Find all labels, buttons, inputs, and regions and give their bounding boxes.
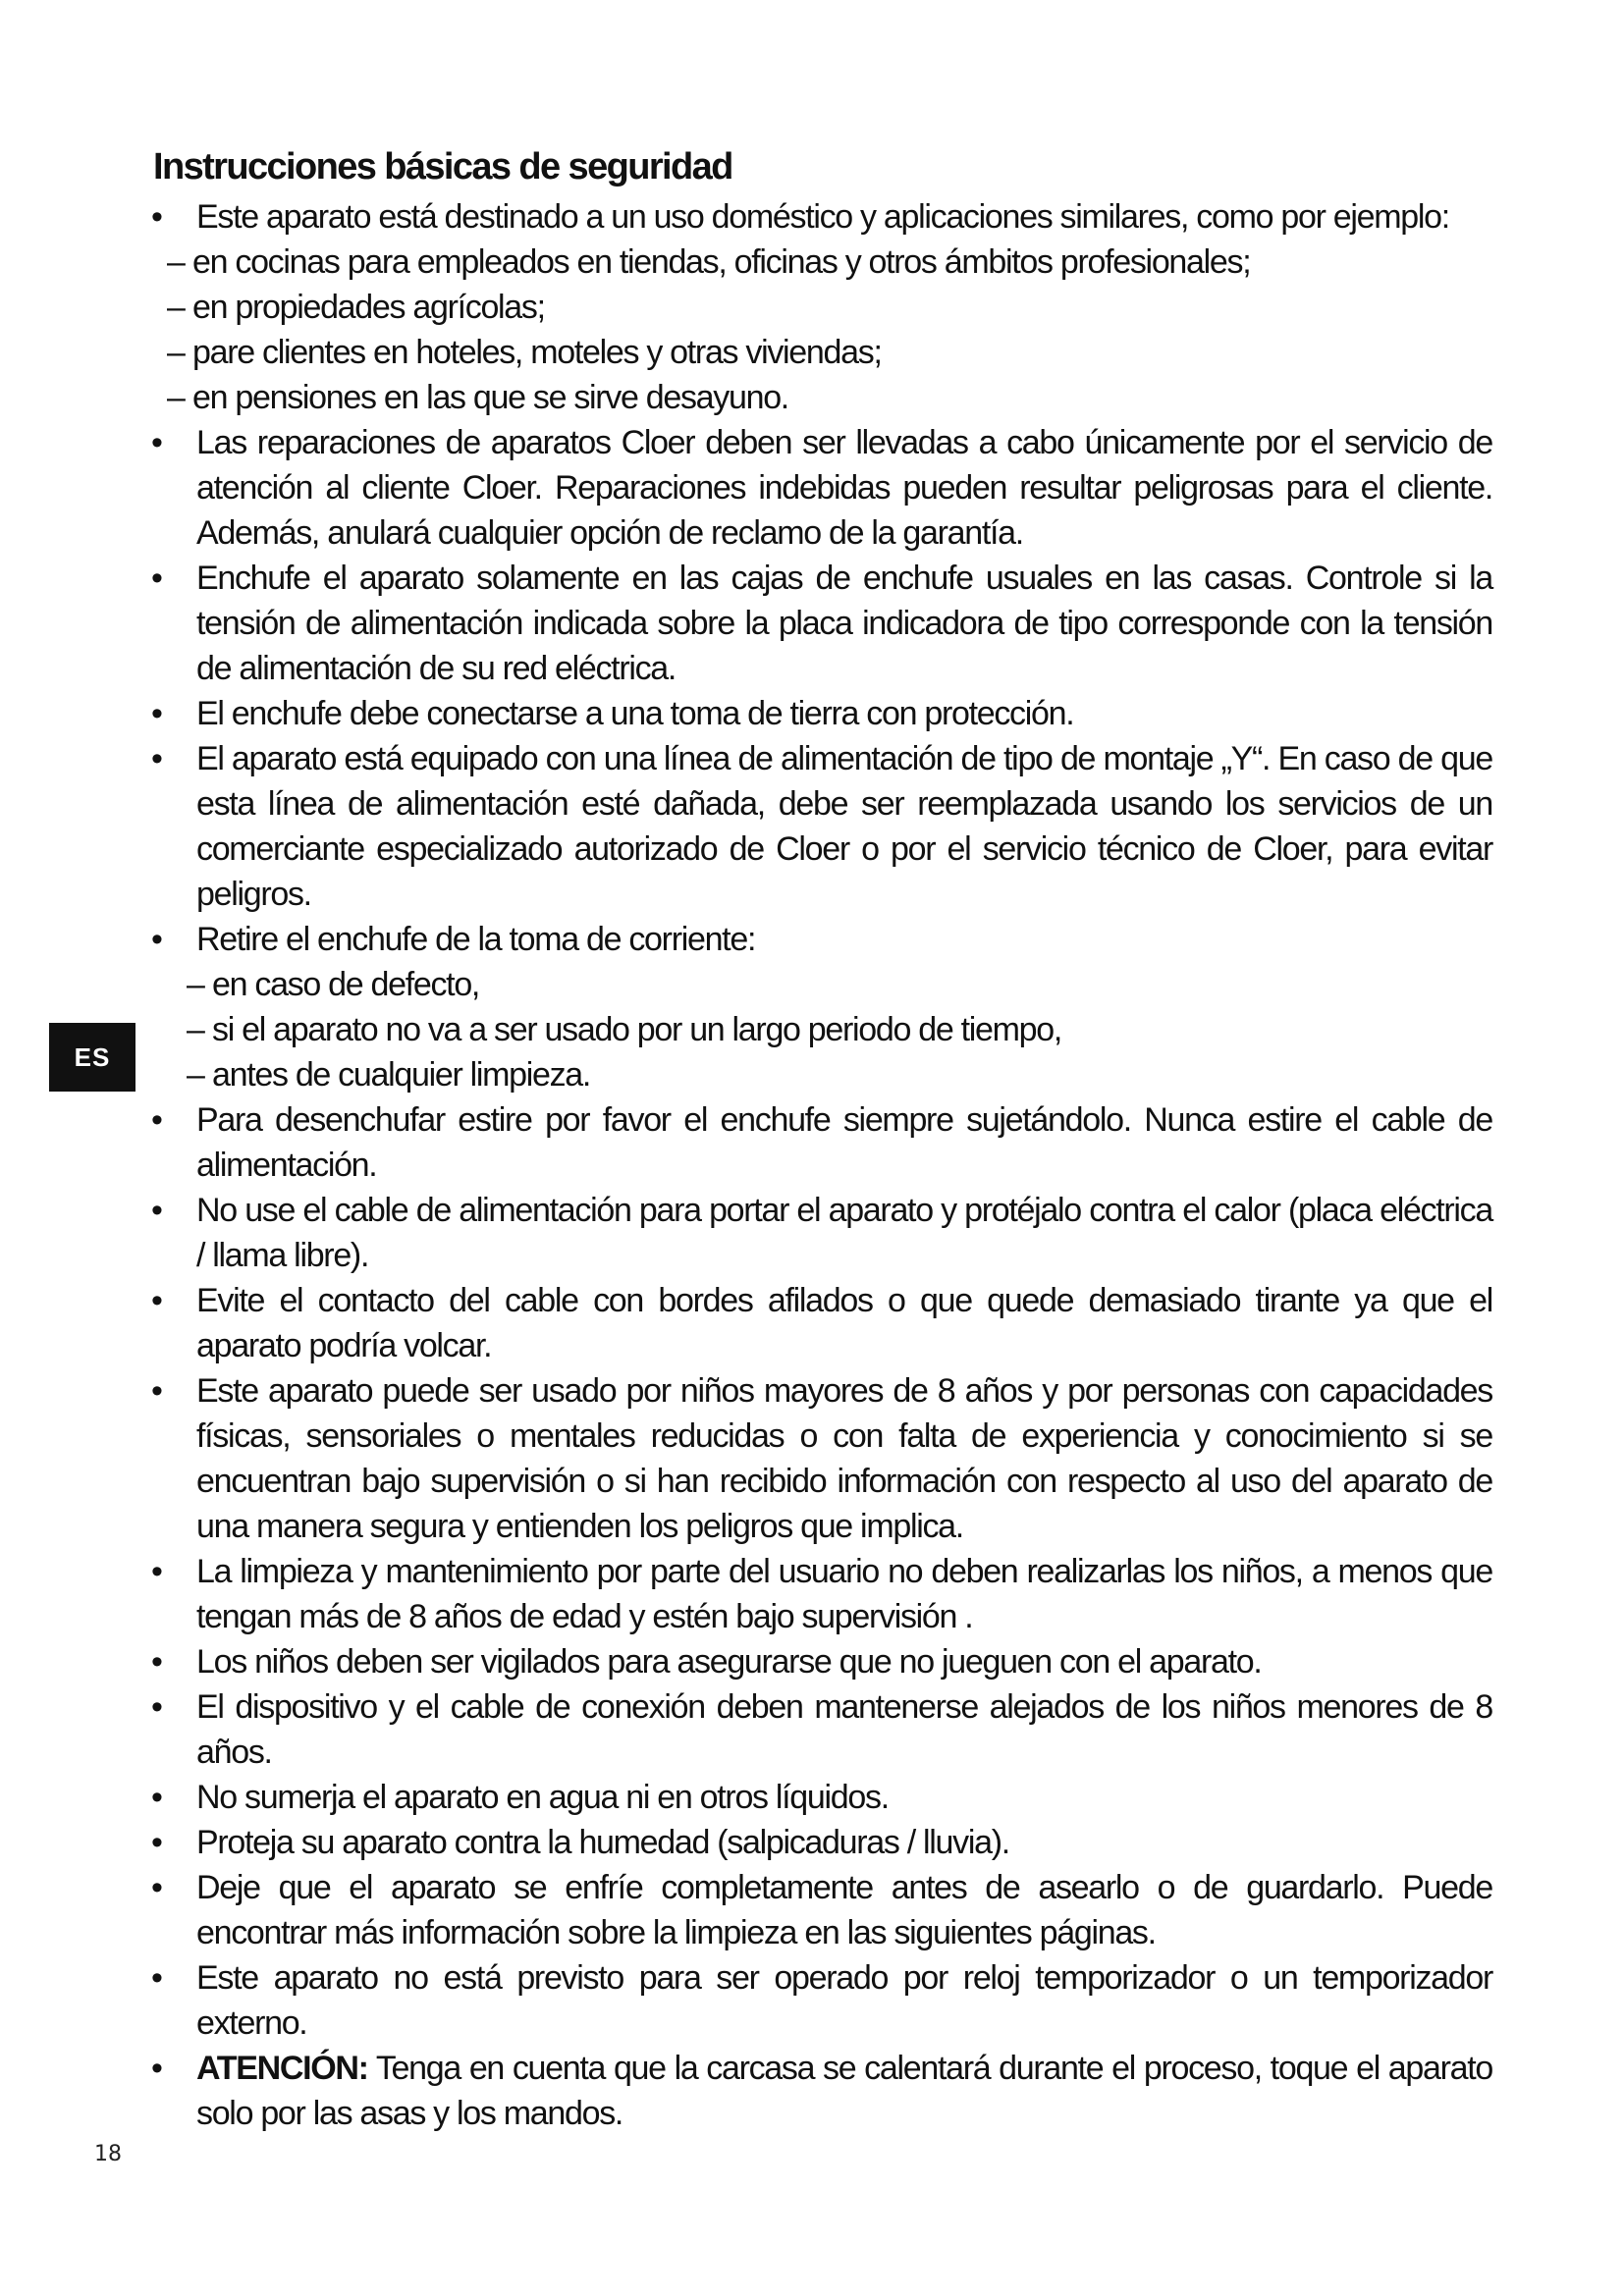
item-text: No use el cable de alimentación para portar el aparato y protéjalo contra el calor (placa eléctrica / llama libre).	[196, 1192, 1492, 1274]
item-text: Enchufe el aparato solamente en las cajas de enchufe usuales en las casas. Controle si la tensión de alimentación indicada sobre la placa indicadora de tipo corresponde con la tensión de alimentación de su red eléctrica.	[196, 560, 1492, 687]
item-text: Retire el enchufe de la toma de corriente:	[196, 921, 756, 958]
warning-item	[147, 2046, 1492, 2136]
sub-list-item: – en propiedades agrícolas;	[167, 289, 545, 326]
item-text: Este aparato está destinado a un uso doméstico y aplicaciones similares, como por ejemplo:	[196, 198, 1449, 236]
list-item	[147, 917, 1492, 962]
sub-list-item: – en pensiones en las que se sirve desayuno.	[167, 379, 788, 416]
sub-list-item: – pare clientes en hoteles, moteles y otras viviendas;	[167, 334, 882, 371]
item-text: Los niños deben ser vigilados para asegurarse que no jueguen con el aparato.	[196, 1643, 1262, 1681]
item-text: Las reparaciones de aparatos Cloer deben ser llevadas a cabo únicamente por el servicio de atención al cliente Cloer. Reparaciones indebidas pueden resultar peligrosas para el cliente. Además, anulará cualquier opción de reclamo de la garantía.	[196, 424, 1492, 552]
list-item	[147, 420, 1492, 556]
list-item	[147, 1278, 1492, 1368]
item-text: El enchufe debe conectarse a una toma de tierra con protección.	[196, 695, 1074, 732]
list-item	[147, 1188, 1492, 1278]
sub-list-item: – en cocinas para empleados en tiendas, oficinas y otros ámbitos profesionales;	[167, 243, 1251, 281]
list-item	[147, 691, 1492, 736]
warning-label: ATENCIÓN:	[196, 2050, 368, 2087]
item-text: Evite el contacto del cable con bordes afilados o que quede demasiado tirante ya que el aparato podría volcar.	[196, 1282, 1492, 1364]
sub-list-item: – antes de cualquier limpieza.	[187, 1056, 591, 1094]
list-item	[147, 1639, 1492, 1684]
item-text: El dispositivo y el cable de conexión deben mantenerse alejados de los niños menores de 8 años.	[196, 1688, 1492, 1771]
page-number: 18	[94, 2142, 122, 2166]
list-item	[147, 556, 1492, 691]
item-text: Proteja su aparato contra la humedad (salpicaduras / lluvia).	[196, 1824, 1009, 1861]
list-item	[147, 1549, 1492, 1639]
item-text: No sumerja el aparato en agua ni en otros líquidos.	[196, 1779, 889, 1816]
item-text: La limpieza y mantenimiento por parte del usuario no deben realizarlas los niños, a menos que tengan más de 8 años de edad y estén bajo supervisión .	[196, 1553, 1492, 1635]
item-text: Para desenchufar estire por favor el enchufe siempre sujetándolo. Nunca estire el cable de alimentación.	[196, 1101, 1492, 1184]
list-item	[147, 736, 1492, 917]
list-item	[147, 1368, 1492, 1549]
language-tab: ES	[49, 1023, 135, 1092]
list-item	[147, 1684, 1492, 1775]
sub-list-item: – si el aparato no va a ser usado por un largo periodo de tiempo,	[187, 1011, 1062, 1048]
list-item	[147, 1820, 1492, 1865]
item-text: Deje que el aparato se enfríe completamente antes de asearlo o de guardarlo. Puede encontrar más información sobre la limpieza en las siguientes páginas.	[196, 1869, 1492, 1951]
item-text: El aparato está equipado con una línea de alimentación de tipo de montaje „Y“. En caso de que esta línea de alimentación esté dañada, debe ser reemplazada usando los servicios de un comerciante especializado autorizado de Cloer o por el servicio técnico de Cloer, para evitar peligros.	[196, 740, 1492, 913]
safety-instructions-list	[147, 194, 1492, 2136]
page-title: Instrucciones básicas de seguridad	[153, 146, 732, 187]
list-item	[147, 1865, 1492, 1955]
item-text: Este aparato puede ser usado por niños mayores de 8 años y por personas con capacidades físicas, sensoriales o mentales reducidas o con falta de experiencia y conocimiento si se encuentran bajo supervisión o si han recibido información con respecto al uso del aparato de una manera segura y entienden los peligros que implica.	[196, 1372, 1492, 1545]
sub-list-item: – en caso de defecto,	[187, 966, 480, 1003]
item-text: Este aparato no está previsto para ser operado por reloj temporizador o un temporizador externo.	[196, 1959, 1492, 2042]
item-text: Tenga en cuenta que la carcasa se calentará durante el proceso, toque el aparato solo por las asas y los mandos.	[196, 2050, 1492, 2132]
list-item	[147, 1097, 1492, 1188]
list-item	[147, 1955, 1492, 2046]
list-item	[147, 194, 1492, 240]
list-item	[147, 1775, 1492, 1820]
